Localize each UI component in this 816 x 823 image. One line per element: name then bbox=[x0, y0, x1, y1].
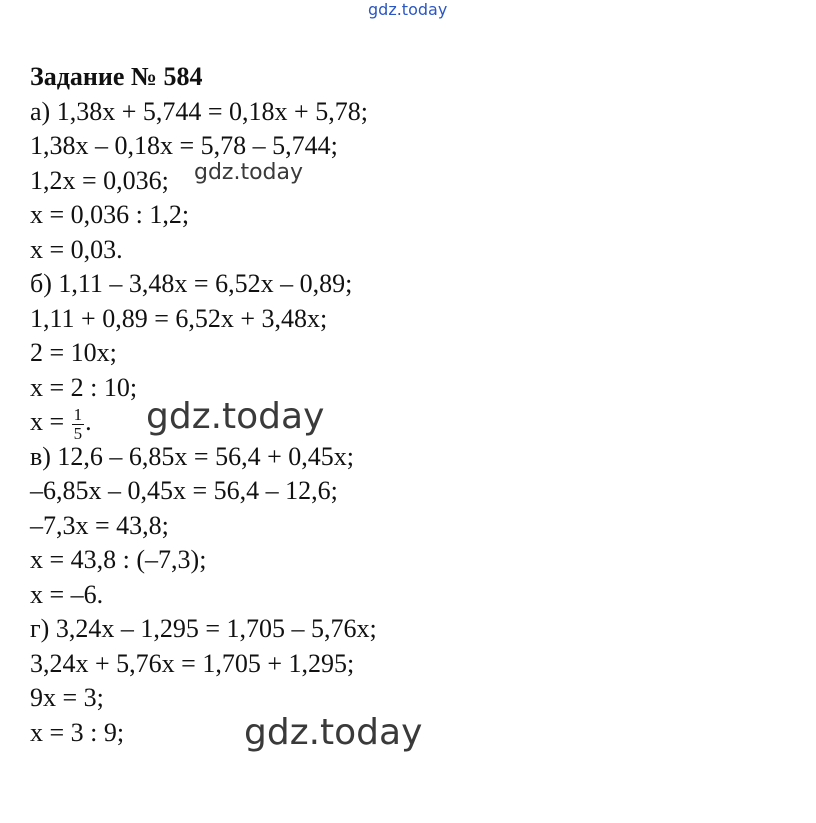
solution-line: б) 1,11 – 3,48x = 6,52x – 0,89; bbox=[30, 269, 353, 298]
watermark: gdz.today bbox=[146, 396, 325, 437]
solution-line: а) 1,38x + 5,744 = 0,18x + 5,78; bbox=[30, 96, 368, 126]
solution-line: x = 3 : 9; bbox=[30, 717, 125, 747]
fraction-prefix: x = bbox=[30, 407, 65, 436]
watermark: gdz.today bbox=[194, 160, 304, 185]
solution-line: 2 = 10x; bbox=[30, 338, 117, 367]
fraction-denominator: 5 bbox=[73, 423, 83, 443]
watermark: gdz.today bbox=[244, 712, 423, 753]
solution-line: x = 2 : 10; bbox=[30, 372, 138, 402]
solution-line: 3,24x + 5,76x = 1,705 + 1,295; bbox=[30, 648, 355, 678]
solution-line: 9x = 3; bbox=[30, 683, 104, 712]
fraction bbox=[72, 406, 85, 443]
solution-line: 1,11 + 0,89 = 6,52x + 3,48x; bbox=[30, 303, 328, 333]
solution-line: x = 0,036 : 1,2; bbox=[30, 200, 190, 229]
solution-line: x = 43,8 : (–7,3); bbox=[30, 545, 207, 574]
solution-line: x = –6. bbox=[30, 579, 104, 609]
watermark-top: gdz.today bbox=[368, 0, 448, 19]
solution-line: 1,38x – 0,18x = 5,78 – 5,744; bbox=[30, 131, 338, 160]
task-title: Задание № 584 bbox=[30, 62, 203, 91]
fraction-numerator: 1 bbox=[73, 404, 83, 424]
solution-line: –7,3x = 43,8; bbox=[30, 510, 169, 540]
solution-line: в) 12,6 – 6,85x = 56,4 + 0,45x; bbox=[30, 441, 354, 471]
fraction-suffix: . bbox=[85, 407, 92, 436]
solution-line: x = 0,03. bbox=[30, 234, 123, 264]
solution-line: 1,2x = 0,036; bbox=[30, 165, 169, 195]
solution-line: –6,85x – 0,45x = 56,4 – 12,6; bbox=[30, 476, 338, 505]
solution-line: г) 3,24x – 1,295 = 1,705 – 5,76x; bbox=[30, 614, 377, 643]
